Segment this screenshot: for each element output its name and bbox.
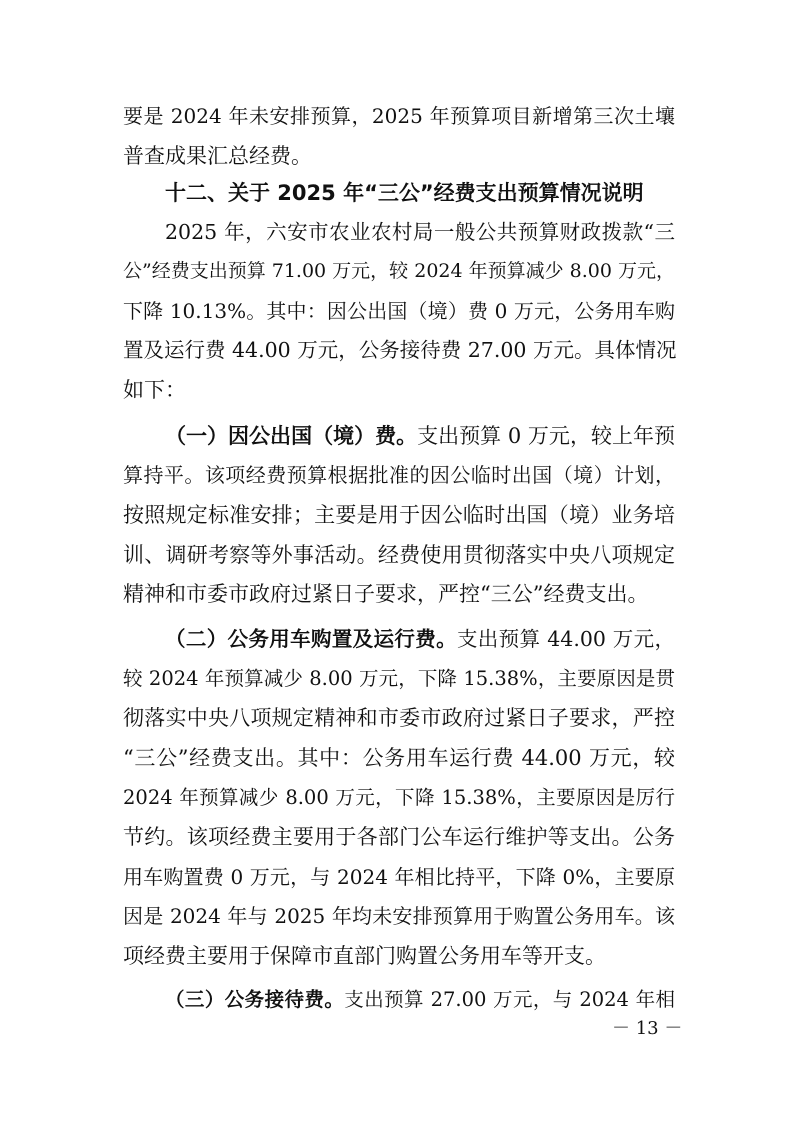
paragraph-line: 公”经费支出预算 71.00 万元，较 2024 年预算减少 8.00 万元，	[123, 260, 676, 282]
subsection-1-heading: （一）因公出国（境）费。	[165, 424, 418, 448]
paragraph-line: 如下：	[123, 378, 186, 402]
subsection-1-line	[165, 421, 675, 451]
subsection-3-heading: （三）公务接待费。	[165, 988, 345, 1011]
subsection-2-line	[165, 624, 675, 654]
paragraph-line: 2025 年，六安市农业农村局一般公共预算财政拨款“三	[165, 220, 675, 244]
paragraph-line: 按照规定标准安排；主要是用于因公临时出国（境）业务培	[123, 503, 675, 527]
paragraph-line: 普查成果汇总经费。	[123, 144, 312, 168]
subsection-3-line	[165, 985, 675, 1015]
section-heading: 十二、关于 2025 年“三公”经费支出预算情况说明	[165, 181, 644, 205]
paragraph-line: 用车购置费 0 万元，与 2024 年相比持平，下降 0%，主要原	[123, 865, 675, 889]
paragraph-line: 下降 10.13%。其中：因公出国（境）费 0 万元，公务用车购	[123, 299, 675, 323]
paragraph-line: 算持平。该项经费预算根据批准的因公临时出国（境）计划，	[123, 463, 675, 487]
paragraph-line: 项经费主要用于保障市直部门购置公务用车等开支。	[123, 944, 606, 968]
paragraph-text: 支出预算 27.00 万元，与 2024 年相	[344, 988, 675, 1011]
subsection-2-heading: （二）公务用车购置及运行费。	[165, 627, 457, 651]
paragraph-line: 训、调研考察等外事活动。经费使用贯彻落实中央八项规定	[123, 543, 675, 567]
paragraph-line: 彻落实中央八项规定精神和市委市政府过紧日子要求，严控	[123, 706, 675, 730]
paragraph-line: 要是 2024 年未安排预算，2025 年预算项目新增第三次土壤	[123, 104, 675, 128]
page-number: － 13 －	[612, 1018, 683, 1039]
paragraph-line: 节约。该项经费主要用于各部门公车运行维护等支出。公务	[123, 825, 675, 849]
paragraph-line: “三公”经费支出。其中：公务用车运行费 44.00 万元，较	[123, 746, 675, 770]
paragraph-line: 置及运行费 44.00 万元，公务接待费 27.00 万元。具体情况	[123, 338, 677, 362]
paragraph-line: 较 2024 年预算减少 8.00 万元，下降 15.38%，主要原因是贯	[123, 667, 675, 690]
paragraph-line: 精神和市委市政府过紧日子要求，严控“三公”经费支出。	[123, 582, 649, 606]
paragraph-line: 2024 年预算减少 8.00 万元，下降 15.38%，主要原因是厉行	[123, 786, 675, 809]
paragraph-line: 因是 2024 年与 2025 年均未安排预算用于购置公务用车。该	[123, 904, 675, 928]
paragraph-text: 支出预算 0 万元，较上年预	[417, 424, 675, 448]
paragraph-text: 支出预算 44.00 万元，	[456, 627, 675, 651]
